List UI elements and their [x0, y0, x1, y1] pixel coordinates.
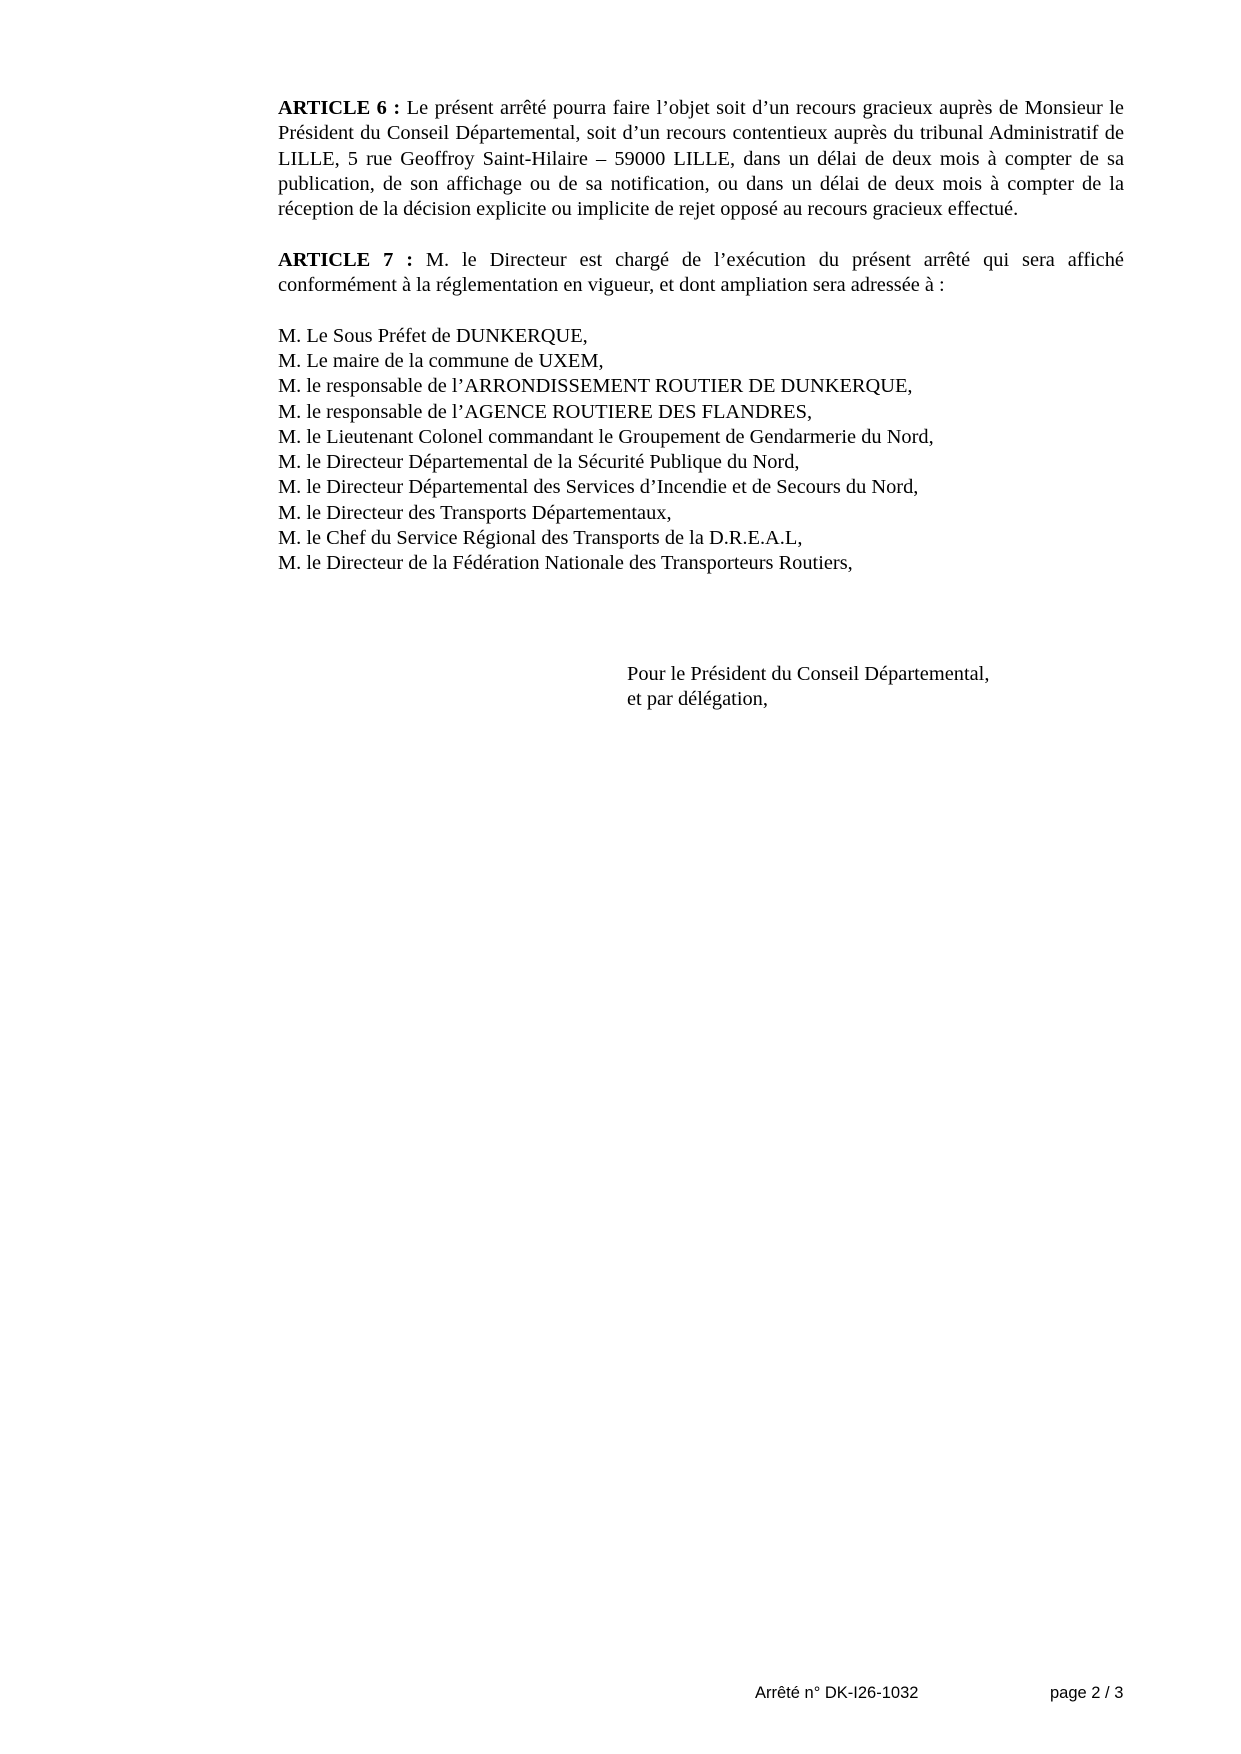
- article-7-paragraph: [278, 248, 1124, 299]
- paragraph-spacer: [278, 298, 1124, 323]
- footer-page-number: page 2 / 3: [1050, 1684, 1124, 1702]
- article-6-paragraph: [278, 96, 1124, 222]
- signature-line-2: et par délégation,: [627, 688, 768, 711]
- recipient-item: M. Le Sous Préfet de DUNKERQUE,: [278, 324, 588, 347]
- recipient-item: M. Le maire de la commune de UXEM,: [278, 349, 604, 372]
- document-body: [278, 96, 1124, 577]
- recipient-item: M. le Chef du Service Régional des Transports de la D.R.E.A.L,: [278, 527, 803, 550]
- signature-line-1: Pour le Président du Conseil Départemental,: [627, 663, 990, 685]
- article-6-label: ARTICLE 6 :: [278, 97, 401, 119]
- signature-block: [627, 662, 989, 713]
- recipient-list: [278, 324, 1124, 577]
- recipient-item: M. le responsable de l’ARRONDISSEMENT ROUTIER DE DUNKERQUE,: [278, 375, 913, 398]
- footer-reference: Arrêté n° DK-I26-1032: [755, 1684, 919, 1702]
- recipient-item: M. le responsable de l’AGENCE ROUTIERE DES FLANDRES,: [278, 400, 813, 423]
- recipient-item: M. le Directeur de la Fédération Nationale des Transporteurs Routiers,: [278, 552, 853, 575]
- article-7-text: M. le Directeur est chargé de l’exécution du présent arrêté qui sera affiché conformément à la réglementation en vigueur, et dont ampliation sera adressée à :: [278, 248, 1124, 297]
- recipient-item: M. le Lieutenant Colonel commandant le Groupement de Gendarmerie du Nord,: [278, 425, 934, 448]
- article-7-label: ARTICLE 7 :: [278, 248, 413, 271]
- article-6-text: Le présent arrêté pourra faire l’objet soit d’un recours gracieux auprès de Monsieur le Président du Conseil Départemental, soit d’un recours contentieux auprès du tribunal Administratif de LILLE, 5 rue Geoffroy Saint-Hilaire – 59000 LILLE, dans un délai de deux mois à compter de sa publication, de son affichage ou de sa notification, ou dans un délai de deux mois à compter de la réception de la décision explicite ou implicite de rejet opposé au recours gracieux effectué.: [278, 97, 1124, 221]
- recipient-item: M. le Directeur Départemental des Services d’Incendie et de Secours du Nord,: [278, 476, 919, 499]
- paragraph-spacer: [278, 222, 1124, 247]
- recipient-item: M. le Directeur des Transports Départementaux,: [278, 501, 672, 524]
- recipient-item: M. le Directeur Départemental de la Sécurité Publique du Nord,: [278, 451, 800, 474]
